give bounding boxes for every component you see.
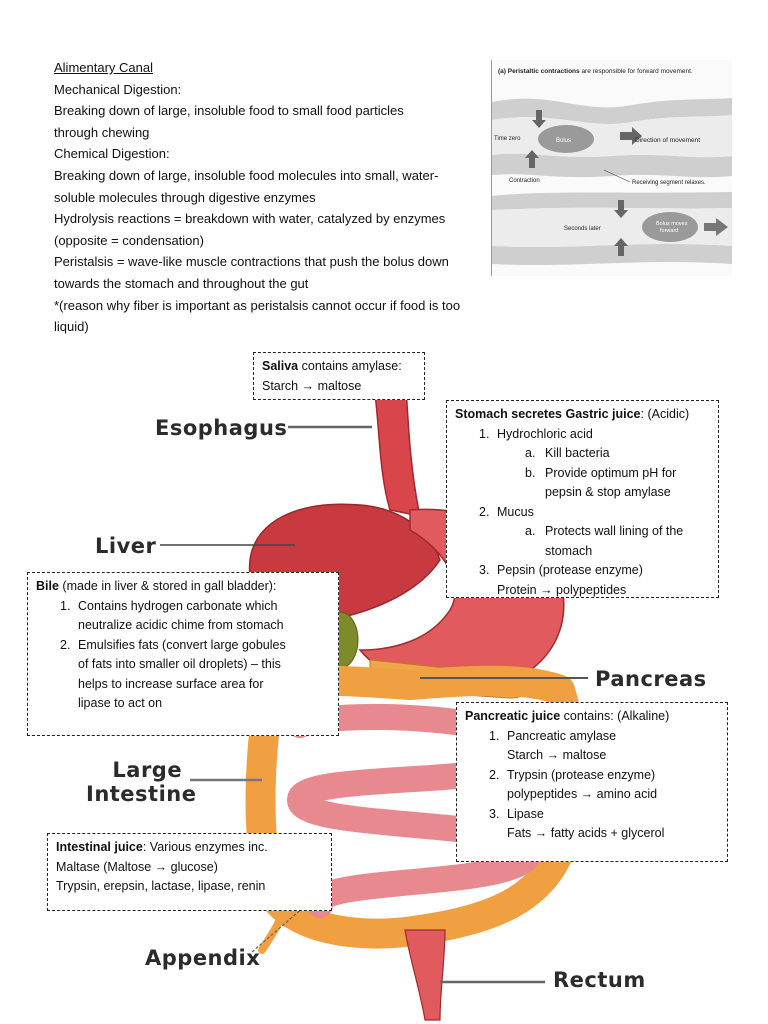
list-item-cont: of fats into smaller oil droplets) – this [78, 657, 281, 671]
list-item-cont: neutralize acidic chime from stomach [78, 618, 284, 632]
list-item-cont: Starch → maltose [507, 748, 607, 762]
list-item: 3. Pepsin (protease enzyme) [479, 563, 643, 577]
bolus-moves-label-2: forward [660, 228, 679, 234]
esophagus-label: Esophagus [155, 416, 288, 440]
list-item: b. Provide optimum pH for [525, 465, 677, 480]
list-item: 1. Pancreatic amylase [489, 728, 617, 743]
large-intestine-label-line1: Large [112, 758, 183, 782]
rectum-label: Rectum [553, 968, 646, 992]
notes-line: Chemical Digestion: [54, 146, 170, 162]
list-item-cont: lipase to act on [78, 696, 163, 710]
notes-line: Breaking down of large, insoluble food to small food particles through chewing [54, 103, 404, 140]
saliva-box [253, 352, 425, 400]
pancreatic-title: Pancreatic juice [465, 709, 561, 723]
bile-rest: (made in liver & stored in gall bladder): [58, 579, 277, 593]
large-intestine-label-line2: Intestine [86, 782, 197, 806]
notes-line: Mechanical Digestion: [54, 81, 182, 97]
stomach-title: Stomach secretes Gastric juice [455, 407, 641, 421]
intestinal-box [47, 833, 332, 911]
notes-line: Peristalsis = wave-like muscle contractions that push the bolus down towards the stomach and throughout the gut [54, 254, 449, 291]
notes-block [54, 57, 494, 338]
bolus-label: Bolus [556, 138, 572, 144]
pancreas-label: Pancreas [595, 667, 707, 691]
list-item: 2. Trypsin (protease enzyme) [489, 767, 656, 782]
notes-line: *(reason why fiber is important as peristalsis cannot occur if food is too liquid) [54, 297, 461, 335]
large-intestine-label [86, 758, 197, 806]
bile-box [27, 572, 339, 736]
list-item: 1. Contains hydrogen carbonate which [60, 598, 278, 613]
bile-title: Bile [36, 579, 59, 593]
saliva-rest: contains amylase: [298, 359, 402, 373]
list-item: 1. Hydrochloric acid [479, 426, 593, 441]
intestinal-line2: Maltase (Maltose → glucose) [56, 859, 218, 874]
list-item-cont: Fats → fatty acids + glycerol [507, 826, 665, 840]
notes-line: Hydrolysis reactions = breakdown with water, catalyzed by enzymes (opposite = condensation) [54, 211, 446, 248]
stomach-rest: : (Acidic) [640, 407, 690, 421]
intestinal-title: Intestinal juice [56, 840, 143, 854]
pancreatic-rest: contains: (Alkaline) [560, 709, 670, 723]
seconds-later-label: Seconds later [564, 226, 601, 232]
list-item-cont: pepsin & stop amylase [545, 485, 671, 499]
list-item-cont: polypeptides → amino acid [507, 787, 658, 801]
liver-label: Liver [95, 534, 157, 558]
list-item: a. Protects wall lining of the [525, 524, 684, 538]
list-item: 2. Emulsifies fats (convert large gobules [60, 637, 286, 652]
list-item: 3. Lipase [489, 806, 544, 821]
appendix-label: Appendix [145, 946, 261, 970]
peri-title-rest: are responsible for forward movement. [579, 68, 693, 75]
peristalsis-diagram [492, 60, 732, 276]
contraction-label: Contraction [509, 178, 540, 184]
bolus-moves-label-1: Bolus moves [656, 221, 688, 227]
intestinal-rest: : Various enzymes inc. [142, 840, 268, 854]
direction-label: Direction of movement [635, 137, 701, 144]
list-item-cont: Protein → polypeptides [497, 582, 627, 597]
list-item-cont: helps to increase surface area for [78, 676, 264, 691]
intestinal-line3: Trypsin, erepsin, lactase, lipase, renin [56, 879, 266, 893]
saliva-title: Saliva [262, 359, 299, 373]
tube2-wall-bottom [492, 244, 732, 265]
rectum-shape [405, 930, 445, 1020]
receiving-label: Receiving segment relaxes. [632, 180, 706, 186]
list-item: a. Kill bacteria [525, 446, 610, 460]
notes-line: Breaking down of large, insoluble food molecules into small, water- soluble molecules through digestive enzymes [54, 167, 439, 205]
stomach-box [446, 400, 719, 598]
saliva-line2: Starch → maltose [262, 378, 362, 393]
peri-title-bold: (a) Peristaltic contractions [498, 68, 580, 75]
svg-text:(a) Peristaltic contractions a [498, 68, 693, 75]
peristalsis-figure [491, 60, 732, 276]
notes-heading: Alimentary Canal [54, 60, 153, 75]
list-item-cont: stomach [545, 543, 593, 558]
time-zero-label: Time zero [494, 136, 521, 142]
bolus2-shape [642, 212, 698, 242]
list-item: 2. Mucus [479, 504, 534, 519]
pancreatic-box [456, 702, 728, 862]
tube2-wall-top [492, 192, 732, 210]
